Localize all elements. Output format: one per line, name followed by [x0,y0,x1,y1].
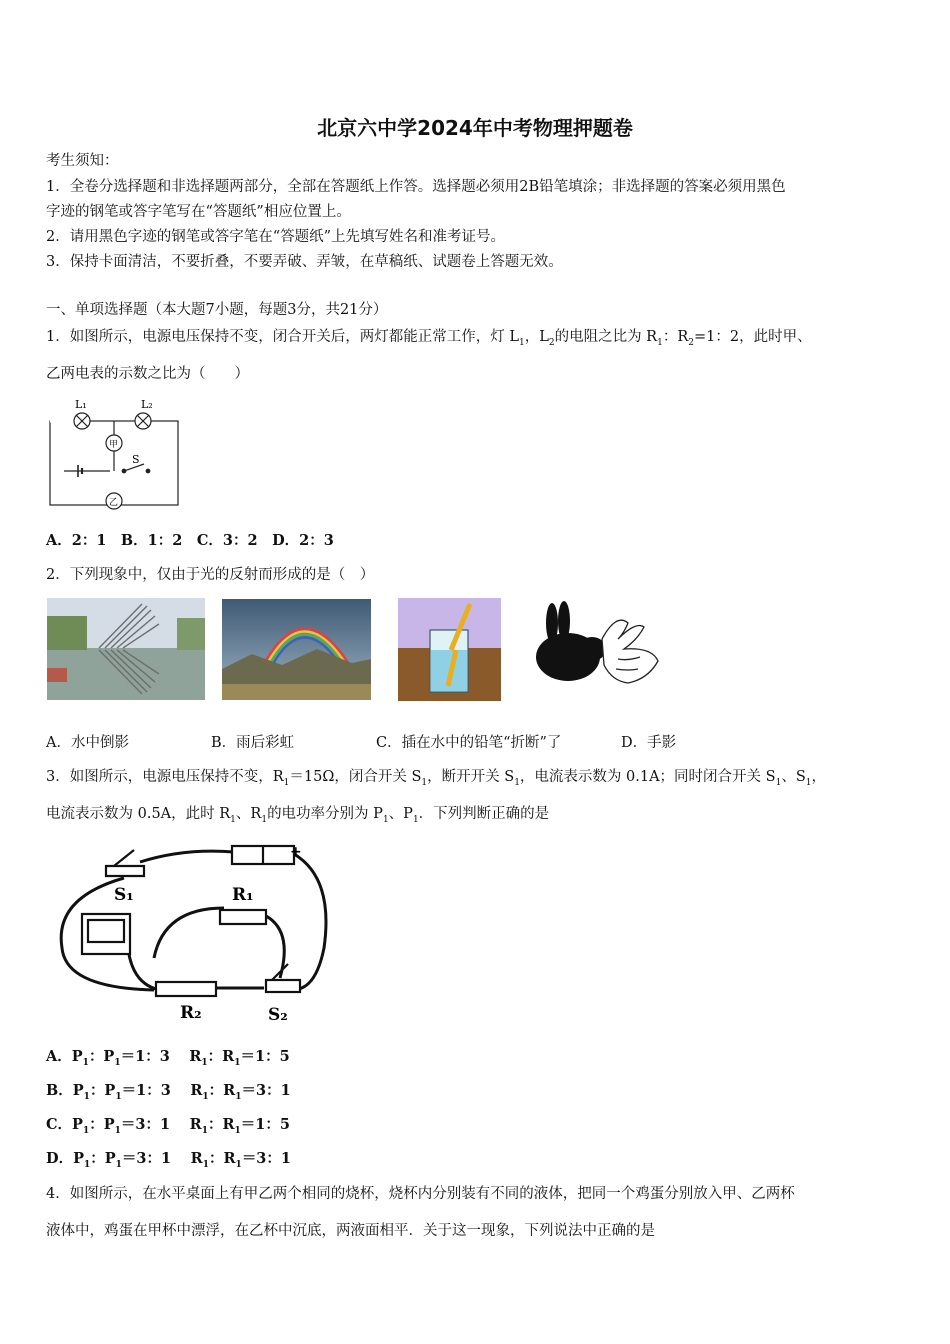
q3-sub: 1 [283,777,290,788]
q1-meter-yi: 乙 [109,498,119,508]
q3-text: 的电功率分别为 P [267,806,383,822]
q4-stem-line1: 4．如图所示，在水平桌面上有甲乙两个相同的烧杯，烧杯内分别装有不同的液体，把同一个鸡蛋分别放入甲、乙两杯 [46,1186,795,1202]
notice-item-1b: 字迹的钢笔或答字笔写在“答题纸”相应位置上。 [46,204,351,220]
q1-stem-line1 [46,327,916,347]
q3-stem-line1 [46,767,916,787]
q3-sub: 1 [261,814,268,825]
option-letter: A． [46,1048,72,1065]
sub: 1 [235,1091,242,1102]
q1-text-c: 的电阻之比为 R [554,329,658,345]
q3-text: 、P [388,806,413,822]
sub: 1 [115,1159,122,1170]
q3-text: ．下列判断正确的是 [418,806,550,822]
sub: 1 [234,1125,241,1136]
q1-label-l1: L₁ [75,398,87,411]
q3-option-c: C．$P_1$：$P_1=3$：1 $R_1$：$R_1=1$：5 [46,1116,290,1136]
option-letter: C． [46,1116,73,1133]
q3-sub: 1 [775,777,782,788]
q3-text: 、R [235,806,262,822]
q3-text: ，电流表示数为 0.1A；同时闭合开关 S [519,769,776,785]
sub: 1 [235,1159,242,1170]
option-text: ＝1：5 [240,1048,290,1065]
notice-item-2: 2．请用黑色字迹的钢笔或答字笔在“答题纸”上先填写姓名和准考证号。 [46,229,506,245]
q2-option-c: C．插在水中的铅笔“折断”了 [376,735,562,751]
q3-label-s1: S₁ [114,885,134,905]
q3-circuit-photo [44,838,330,1030]
option-text: ＝3：1 [241,1150,291,1167]
q3-text: ， [811,769,827,785]
q2-image-reflection [47,598,205,700]
q3-sub: 1 [514,777,520,788]
q2-image-pencil [398,598,501,701]
option-text: ：R [207,1116,235,1133]
sub: 1 [201,1125,208,1136]
sub: 1 [114,1057,121,1068]
sub: 1 [202,1159,209,1170]
q3-sub: 1 [230,814,236,825]
q1-meter-jia: 甲 [109,440,119,450]
q1-sub: 2 [548,337,555,348]
q3-label-plus: + [290,844,302,860]
q1-text-a: 1．如图所示，电源电压保持不变，闭合开关后，两灯都能正常工作，灯 L [46,329,519,345]
q4-stem-line2: 液体中，鸡蛋在甲杯中漂浮，在乙杯中沉底，两液面相平．关于这一现象，下列说法中正确的是 [46,1223,655,1239]
q1-sub: 1 [657,337,663,348]
q1-text-e: =1：2，此时甲、 [694,329,812,345]
q3-option-a: A．$P_1$：$P_1=1$：3 $R_1$：$R_1=1$：5 [46,1048,290,1068]
option-letter: D． [46,1150,74,1167]
page-title: 北京六中学2024年中考物理押题卷 [317,116,633,140]
q2-image-hand-shadow [532,599,664,694]
option-text: ：R [208,1150,236,1167]
q3-text: 3．如图所示，电源电压保持不变，R [46,769,284,785]
q3-stem-line2 [46,804,916,824]
sub: 1 [114,1125,121,1136]
q2-image-rainbow [222,599,371,700]
option-text: ＝3：1 [241,1082,291,1099]
notice-item-1a: 1．全卷分选择题和非选择题两部分，全部在答题纸上作答。选择题必须用2B铅笔填涂；非选择题的答案必须用黑色 [46,179,786,195]
sub: 1 [234,1057,241,1068]
q1-label-switch: S [132,453,140,466]
notice-heading: 考生须知： [46,153,119,169]
q1-text-d: ：R [662,329,689,345]
sub: 1 [83,1091,90,1102]
q3-sub: 1 [412,814,419,825]
q3-text: ＝15Ω，闭合开关 S [289,769,422,785]
q1-sub: 2 [688,337,694,348]
q2-option-a: A．水中倒影 [46,735,129,751]
q1-label-l2: L₂ [141,398,153,411]
q2-option-b: B．雨后彩虹 [211,735,295,751]
q3-text: 、S [781,769,806,785]
q1-stem-line2: 乙两电表的示数之比为（ ） [46,366,249,382]
option-text: ：P [88,1048,115,1065]
q3-label-r2: R₂ [180,1003,202,1023]
q1-options: A．2：1 B．1：2 C．3：2 D．2：3 [46,532,334,549]
q3-option-b: B．$P_1$：$P_1=1$：3 $R_1$：$R_1=3$：1 [46,1082,291,1102]
q3-sub: 1 [382,814,389,825]
option-text: ：P [89,1116,115,1133]
q3-option-d: D．$P_1$：$P_1=3$：1 $R_1$：$R_1=3$：1 [46,1150,291,1170]
q3-sub: 1 [805,777,812,788]
sub: 1 [202,1091,209,1102]
option-text: ＝3：1 [120,1116,171,1133]
q1-circuit-diagram [44,393,184,511]
sub: 1 [201,1057,208,1068]
option-text: ：P [90,1150,116,1167]
option-text: ＝1：3 [121,1082,171,1099]
sub: 1 [115,1091,122,1102]
q2-option-d: D．手影 [621,735,677,751]
option-text: ：R [208,1082,236,1099]
q3-label-r1: R₁ [232,885,254,905]
notice-item-3: 3．保持卡面清洁，不要折叠，不要弄破、弄皱，在草稿纸、试题卷上答题无效。 [46,254,563,270]
option-text: ：P [89,1082,116,1099]
q3-text: 电流表示数为 0.5A，此时 R [46,806,231,822]
q1-sub: 1 [518,337,525,348]
q3-text: ，断开开关 S [427,769,515,785]
option-text: ＝1：5 [240,1116,290,1133]
sub: 1 [82,1057,89,1068]
option-text: ＝3：1 [121,1150,172,1167]
option-text: ：R [207,1048,235,1065]
sub: 1 [82,1125,90,1136]
q1-text-b: ，L [524,329,549,345]
q2-options [46,733,916,753]
q3-label-s2: S₂ [268,1005,288,1025]
option-letter: B． [46,1082,73,1099]
sub: 1 [83,1159,91,1170]
section-heading: 一、单项选择题（本大题7小题，每题3分，共21分） [46,302,388,318]
option-text: ＝1：3 [120,1048,170,1065]
q3-sub: 1 [421,777,428,788]
q2-stem: 2．下列现象中，仅由于光的反射而形成的是（ ） [46,567,375,583]
